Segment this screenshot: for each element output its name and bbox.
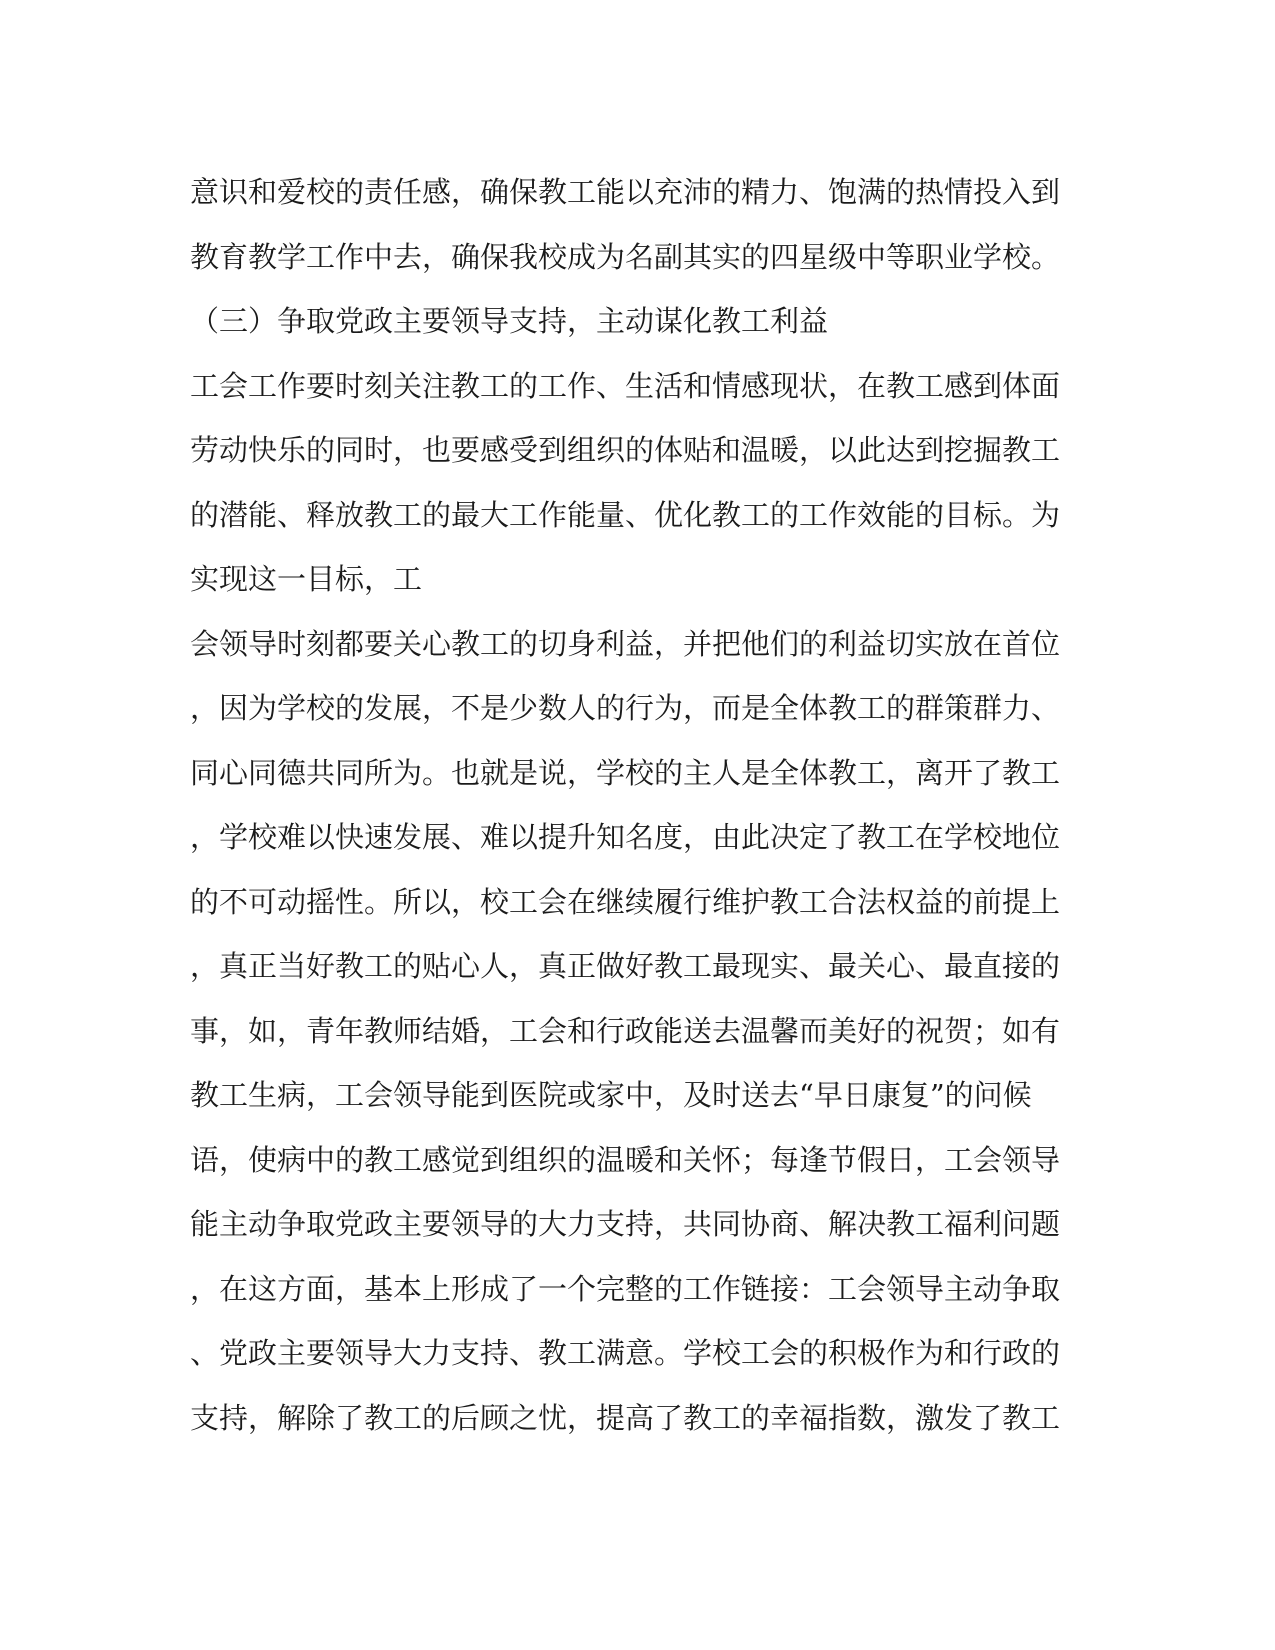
text-line: 意识和爱校的责任感，确保教工能以充沛的精力、饱满的热情投入到	[190, 175, 1061, 209]
body-text	[190, 160, 1070, 1450]
text-line: 会领导时刻都要关心教工的切身利益，并把他们的利益切实放在首位	[190, 626, 1061, 661]
text-line: 、党政主要领导大力支持、教工满意。学校工会的积极作为和行政的	[190, 1336, 1061, 1370]
text-line: 支持，解除了教工的后顾之忧，提高了教工的幸福指数，激发了教工	[190, 1400, 1061, 1435]
text-line: 工会工作要时刻关注教工的工作、生活和情感现状，在教工感到体面	[190, 368, 1061, 403]
text-line: ，在这方面，基本上形成了一个完整的工作链接：工会领导主动争取	[190, 1271, 1061, 1306]
text-line: 教工生病，工会领导能到医院或家中，及时送去“早日康复”的问候	[190, 1078, 1032, 1112]
text-line: ，学校难以快速发展、难以提升知名度，由此决定了教工在学校地位	[190, 820, 1061, 854]
text-line: 事，如，青年教师结婚，工会和行政能送去温馨而美好的祝贺；如有	[190, 1013, 1061, 1048]
text-line: ，真正当好教工的贴心人，真正做好教工最现实、最关心、最直接的	[190, 949, 1061, 983]
text-line: 教育教学工作中去，确保我校成为名副其实的四星级中等职业学校。	[190, 239, 1061, 274]
text-line: 语，使病中的教工感觉到组织的温暖和关怀；每逢节假日，工会领导	[190, 1142, 1061, 1177]
text-line: 劳动快乐的同时，也要感受到组织的体贴和温暖，以此达到挖掘教工	[190, 433, 1061, 467]
text-line: 的潜能、释放教工的最大工作能量、优化教工的工作效能的目标。为	[190, 497, 1061, 532]
text-line: ，因为学校的发展，不是少数人的行为，而是全体教工的群策群力、	[190, 691, 1061, 725]
section-heading: （三）争取党政主要领导支持，主动谋化教工利益	[190, 304, 829, 338]
text-line: 同心同德共同所为。也就是说，学校的主人是全体教工，离开了教工	[190, 755, 1061, 790]
text-line: 实现这一目标，工	[190, 562, 423, 596]
text-line: 的不可动摇性。所以，校工会在继续履行维护教工合法权益的前提上	[190, 884, 1061, 919]
text-line: 能主动争取党政主要领导的大力支持，共同协商、解决教工福利问题	[190, 1207, 1061, 1241]
